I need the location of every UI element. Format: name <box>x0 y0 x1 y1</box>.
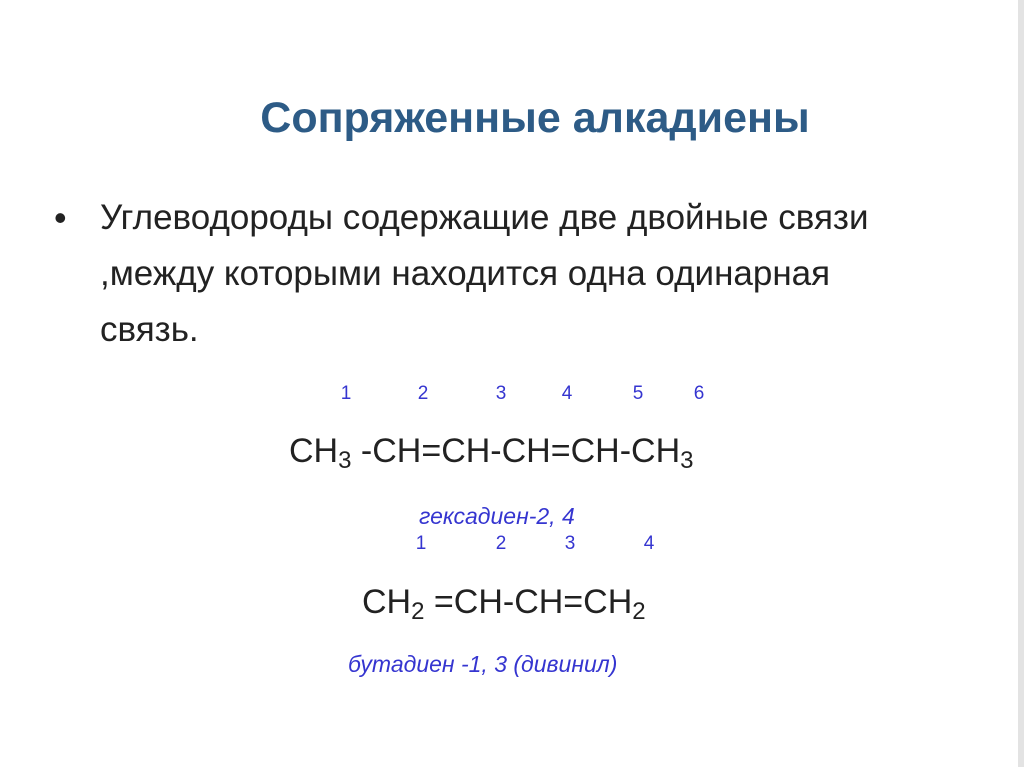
carbon-number: 5 <box>632 383 644 404</box>
carbon-number: 3 <box>564 533 576 554</box>
hexadiene-formula: $CH_3$ $-CH=CH-CH=CH-CH_3$ <box>289 432 694 474</box>
butadiene-name: бутадиен -1, 3 (дивинил) <box>348 651 618 677</box>
hexadiene-carbon-numbers <box>0 383 1024 409</box>
carbon-number: 1 <box>415 533 427 554</box>
hexadiene-name: гексадиен-2, 4 <box>419 503 575 529</box>
carbon-number: 3 <box>495 383 507 404</box>
bullet-text: Углеводороды содержащие две двойные связи ,между которыми находится одна одинарная связь. <box>100 198 869 349</box>
carbon-number: 1 <box>340 383 352 404</box>
carbon-number: 2 <box>495 533 507 554</box>
carbon-number: 4 <box>561 383 573 404</box>
butadiene-formula: $CH_2 =CH-CH=CH_2$ <box>362 583 646 625</box>
butadiene-carbon-numbers <box>0 533 1024 559</box>
bullet-marker: • <box>54 197 67 238</box>
slide-title: Сопряженные алкадиены <box>260 94 810 142</box>
carbon-number: 2 <box>417 383 429 404</box>
carbon-number: 4 <box>643 533 655 554</box>
carbon-number: 6 <box>693 383 705 404</box>
